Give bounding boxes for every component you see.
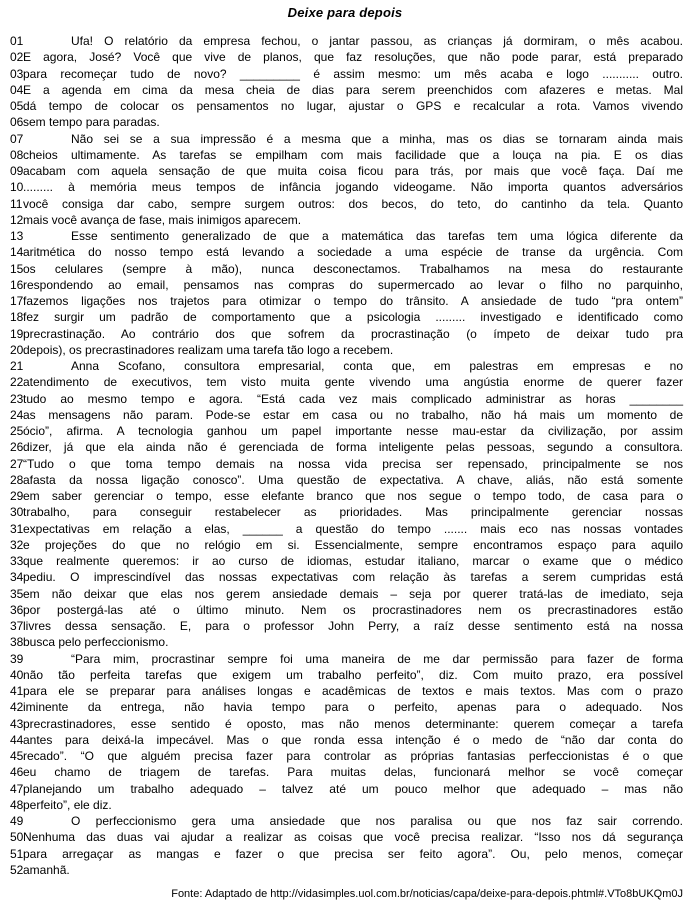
text-line bbox=[0, 293, 690, 309]
line-number: 30 bbox=[10, 505, 24, 520]
line-text: precrastinação. Ao contrário dos que sofrem da procrastinação (o ímpeto de deixar tudo pra bbox=[23, 326, 683, 341]
text-line bbox=[0, 472, 690, 488]
line-text: dá tempo de colocar os pensamentos no lugar, ajustar o GPS e recalcular a rota. Vamos vivendo bbox=[23, 99, 683, 113]
text-line bbox=[0, 391, 690, 407]
line-text: aritmética do nosso tempo está levando a sociedade a uma espécie de transe da urgência. Com bbox=[23, 245, 683, 260]
document-lines bbox=[0, 33, 690, 878]
line-text: para ele se preparar para análises longas e acadêmicas de textos e mais textos. Mas com o prazo bbox=[23, 684, 683, 698]
text-line bbox=[0, 651, 690, 667]
line-text: e projeções do que no relógio em si. Essencialmente, sempre encontramos espaço para aquilo bbox=[23, 537, 683, 552]
line-text: em saber gerenciar o tempo, esse elefante branco que nos segue o tempo todo, de casa para o bbox=[23, 489, 683, 503]
line-text: sem tempo para paradas. bbox=[23, 115, 160, 130]
text-line bbox=[0, 602, 690, 618]
text-line bbox=[0, 131, 690, 147]
line-number: 41 bbox=[10, 684, 24, 698]
line-text: E a agenda em cima da mesa cheia de dias para serem preenchidos com afazeres e metas. Mal bbox=[23, 82, 683, 97]
text-line bbox=[0, 862, 690, 878]
line-number: 29 bbox=[10, 489, 24, 503]
line-number: 35 bbox=[10, 586, 24, 601]
line-text: afasta da nossa ligação conosco”. Uma questão de expectativa. A chave, aliás, não está somente bbox=[23, 472, 683, 487]
text-line bbox=[0, 163, 690, 179]
line-text: dizer, já que ela ainda não é gerenciada de forma inteligente pelas pessoas, segundo a consultora. bbox=[23, 440, 683, 455]
line-number: 32 bbox=[10, 537, 24, 552]
line-text: trabalho, para conseguir restabelecer as prioridades. Mas principalmente gerenciar nossas bbox=[23, 505, 683, 520]
line-number: 24 bbox=[10, 407, 24, 422]
text-line bbox=[0, 764, 690, 780]
text-line bbox=[0, 342, 690, 358]
text-line bbox=[0, 228, 690, 244]
text-line bbox=[0, 748, 690, 764]
line-number: 47 bbox=[10, 781, 24, 796]
line-number: 18 bbox=[10, 310, 24, 325]
line-text: “Para mim, procrastinar sempre foi uma maneira de me dar permissão para fazer de forma bbox=[71, 651, 683, 666]
line-number: 36 bbox=[10, 602, 24, 617]
line-text: iminente da entrega, não havia tempo para o perfeito, apenas para o adequado. Nos bbox=[23, 700, 683, 715]
text-line bbox=[0, 49, 690, 65]
line-text: não tão perfeita tarefas que exigem um trabalho perfeito”, diz. Com muito prazo, era possível bbox=[23, 667, 683, 682]
line-number: 13 bbox=[10, 229, 24, 243]
line-number: 12 bbox=[10, 212, 24, 227]
line-number: 10 bbox=[10, 180, 24, 195]
text-line bbox=[0, 277, 690, 293]
text-line bbox=[0, 407, 690, 423]
line-text: ócio”, afirma. A tecnologia ganhou um papel importante nesse mau-estar da civilização, por assim bbox=[23, 424, 683, 438]
line-number: 26 bbox=[10, 440, 24, 455]
line-number: 04 bbox=[10, 82, 24, 97]
line-number: 46 bbox=[10, 765, 24, 780]
line-text: planejando um trabalho adequado – talvez até um pouco melhor que adequado – mas não bbox=[23, 781, 683, 796]
text-line bbox=[0, 781, 690, 797]
line-text: eu chamo de triagem de tarefas. Para muitas delas, funcionará melhor se você começar bbox=[23, 765, 683, 780]
line-number: 15 bbox=[10, 261, 24, 276]
line-text: perfeito”, ele diz. bbox=[23, 797, 112, 812]
line-text: antes para deixá-la impecável. Mas o que ronda essa intenção é o medo de “não dar conta do bbox=[23, 732, 683, 747]
text-line bbox=[0, 618, 690, 634]
line-number: 14 bbox=[10, 245, 24, 260]
line-number: 43 bbox=[10, 716, 24, 731]
text-line bbox=[0, 98, 690, 114]
text-line bbox=[0, 488, 690, 504]
text-line bbox=[0, 358, 690, 374]
line-text: pediu. O imprescindível das nossas expectativas com relação às tarefas a serem cumpridas está bbox=[23, 570, 683, 585]
source-footer: Fonte: Adaptado de http://vidasimples.uol.com.br/noticias/capa/deixe-para-depois.phtml#.VTo8bUKQm0J bbox=[171, 888, 683, 900]
line-number: 28 bbox=[10, 472, 24, 487]
line-text: livres dessa sensação. E, para o professor John Perry, a raíz desse sentimento está na nossa bbox=[23, 619, 683, 633]
text-line bbox=[0, 683, 690, 699]
line-number: 37 bbox=[10, 619, 24, 633]
line-text: fazemos ligações nos trajetos para otimizar o tempo do trânsito. A ansiedade de tudo “pra ontem” bbox=[23, 294, 683, 308]
line-number: 22 bbox=[10, 375, 24, 390]
line-text: Esse sentimento generalizado de que a matemática das tarefas tem uma lógica diferente da bbox=[71, 229, 683, 243]
text-line bbox=[0, 797, 690, 813]
line-number: 25 bbox=[10, 424, 24, 438]
line-number: 33 bbox=[10, 554, 24, 568]
line-text: “Tudo o que toma tempo demais na nossa vida precisa ser repensado, principalmente se nos bbox=[23, 456, 683, 471]
line-text: acabam com aquela sensação de que muita coisa ficou para trás, por mais que você faça. Daí me bbox=[23, 164, 683, 178]
line-number: 48 bbox=[10, 797, 24, 812]
text-line bbox=[0, 537, 690, 553]
line-number: 11 bbox=[10, 196, 23, 211]
text-line bbox=[0, 634, 690, 650]
text-line bbox=[0, 829, 690, 845]
line-number: 50 bbox=[10, 830, 24, 845]
text-line bbox=[0, 846, 690, 862]
line-number: 34 bbox=[10, 570, 24, 585]
line-number: 20 bbox=[10, 342, 24, 357]
line-number: 03 bbox=[10, 66, 24, 81]
line-number: 08 bbox=[10, 147, 24, 162]
text-line bbox=[0, 813, 690, 829]
line-number: 06 bbox=[10, 115, 24, 130]
line-number: 01 bbox=[10, 34, 24, 48]
text-line bbox=[0, 439, 690, 455]
text-line bbox=[0, 244, 690, 260]
text-line bbox=[0, 521, 690, 537]
text-line bbox=[0, 553, 690, 569]
line-number: 05 bbox=[10, 99, 24, 113]
line-text: para arregaçar as mangas e fazer o que precisa ser feito agora”. Ou, pelo menos, começar bbox=[23, 846, 683, 861]
text-line bbox=[0, 66, 690, 82]
line-text: Não sei se a sua impressão é a mesma que a minha, mas os dias se tornaram ainda mais bbox=[71, 131, 683, 146]
line-number: 38 bbox=[10, 635, 24, 650]
line-number: 42 bbox=[10, 700, 24, 715]
text-line bbox=[0, 423, 690, 439]
text-line bbox=[0, 147, 690, 163]
line-number: 23 bbox=[10, 391, 24, 406]
line-number: 09 bbox=[10, 164, 24, 178]
line-text: fez surgir um padrão de comportamento que a psicologia ......... investigado e identificado como bbox=[23, 310, 683, 325]
line-number: 44 bbox=[10, 732, 24, 747]
line-number: 52 bbox=[10, 862, 24, 877]
text-line bbox=[0, 667, 690, 683]
text-line bbox=[0, 212, 690, 228]
line-number: 21 bbox=[10, 359, 24, 373]
line-text: as mensagens não param. Pode-se estar em casa ou no trabalho, não há mais um momento de bbox=[23, 407, 683, 422]
line-text: em não deixar que elas nos gerem ansiedade demais – seja por querer tratá-las de imediato, seja bbox=[23, 586, 683, 601]
document-title: Deixe para depois bbox=[287, 5, 403, 20]
line-text: expectativas em relação a elas, ______ a questão do tempo ....... mais eco nas nossas vontades bbox=[23, 521, 683, 536]
line-number: 40 bbox=[10, 667, 24, 682]
text-line bbox=[0, 732, 690, 748]
text-line bbox=[0, 456, 690, 472]
line-text: cheios ultimamente. As tarefas se empilham com mais facilidade que a louça na pia. E os dias bbox=[23, 147, 683, 162]
line-text: Anna Scofano, consultora empresarial, conta que, em palestras em empresas e no bbox=[71, 359, 683, 373]
line-text: E agora, José? Você que vive de planos, que faz resoluções, que não pode parar, está preparado bbox=[23, 50, 683, 65]
text-line bbox=[0, 374, 690, 390]
line-text: ......... à memória meus tempos de infância jogando videogame. Não importa quantos adversários bbox=[23, 180, 683, 195]
text-line bbox=[0, 586, 690, 602]
line-text: que realmente queremos: ir ao curso de idiomas, estudar italiano, marcar o exame que o médico bbox=[23, 554, 683, 568]
line-text: Nenhuma das duas vai ajudar a realizar as coisas que você precisa realizar. “Isso nos dá segurança bbox=[23, 830, 683, 845]
line-text: Ufa! O relatório da empresa fechou, o jantar passou, as crianças já dormiram, o mês acabou. bbox=[71, 34, 683, 48]
line-text: os celulares (sempre à mão), nunca desconectamos. Trabalhamos na mesa do restaurante bbox=[23, 261, 683, 276]
line-number: 51 bbox=[10, 846, 24, 861]
line-number: 17 bbox=[10, 294, 24, 308]
text-line bbox=[0, 33, 690, 49]
line-text: O perfeccionismo gera uma ansiedade que nos paralisa ou que nos faz sair correndo. bbox=[71, 814, 683, 828]
line-text: você consiga dar cabo, sempre surgem outros: dos becos, do teto, do cantinho da tela. Quanto bbox=[23, 196, 683, 211]
text-line bbox=[0, 179, 690, 195]
line-text: respondendo ao email, pensamos nas compras do supermercado ao levar o filho no parquinho, bbox=[23, 277, 683, 292]
line-number: 07 bbox=[10, 131, 24, 146]
line-text: por postergá-las até o último minuto. Nem os procrastinadores nem os precrastinadores estão bbox=[23, 602, 683, 617]
line-text: depois), os precrastinadores realizam uma tarefa tão logo a recebem. bbox=[23, 342, 394, 357]
text-line bbox=[0, 309, 690, 325]
line-text: para recomeçar tudo de novo? _________ é assim mesmo: um mês acaba e logo ........... outro. bbox=[23, 66, 683, 81]
line-number: 49 bbox=[10, 814, 24, 828]
text-line bbox=[0, 196, 690, 212]
text-line bbox=[0, 569, 690, 585]
line-number: 45 bbox=[10, 749, 24, 763]
line-text: precrastinadores, esse sentido é oposto, mas não menos determinante: querem começar a tarefa bbox=[23, 716, 683, 731]
line-number: 02 bbox=[10, 50, 24, 65]
text-line bbox=[0, 716, 690, 732]
text-line bbox=[0, 504, 690, 520]
line-text: mais você avança de fase, mais inimigos aparecem. bbox=[23, 212, 302, 227]
line-text: busca pelo perfeccionismo. bbox=[23, 635, 169, 650]
text-line bbox=[0, 261, 690, 277]
line-number: 16 bbox=[10, 277, 24, 292]
text-line bbox=[0, 326, 690, 342]
line-number: 27 bbox=[10, 456, 24, 471]
text-line bbox=[0, 82, 690, 98]
line-number: 39 bbox=[10, 651, 24, 666]
line-text: recado”. “O que alguém precisa fazer para controlar as próprias fantasias perfeccionistas é o que bbox=[23, 749, 683, 763]
text-line bbox=[0, 699, 690, 715]
line-number: 19 bbox=[10, 326, 24, 341]
text-line bbox=[0, 114, 690, 130]
line-number: 31 bbox=[10, 521, 24, 536]
line-text: atendimento de executivos, tem visto muita gente vivendo uma angústia enorme de querer fazer bbox=[23, 375, 683, 390]
line-text: amanhã. bbox=[23, 862, 70, 877]
line-text: tudo ao mesmo tempo e agora. “Está cada vez mais complicado administrar as horas ________ bbox=[23, 391, 683, 406]
